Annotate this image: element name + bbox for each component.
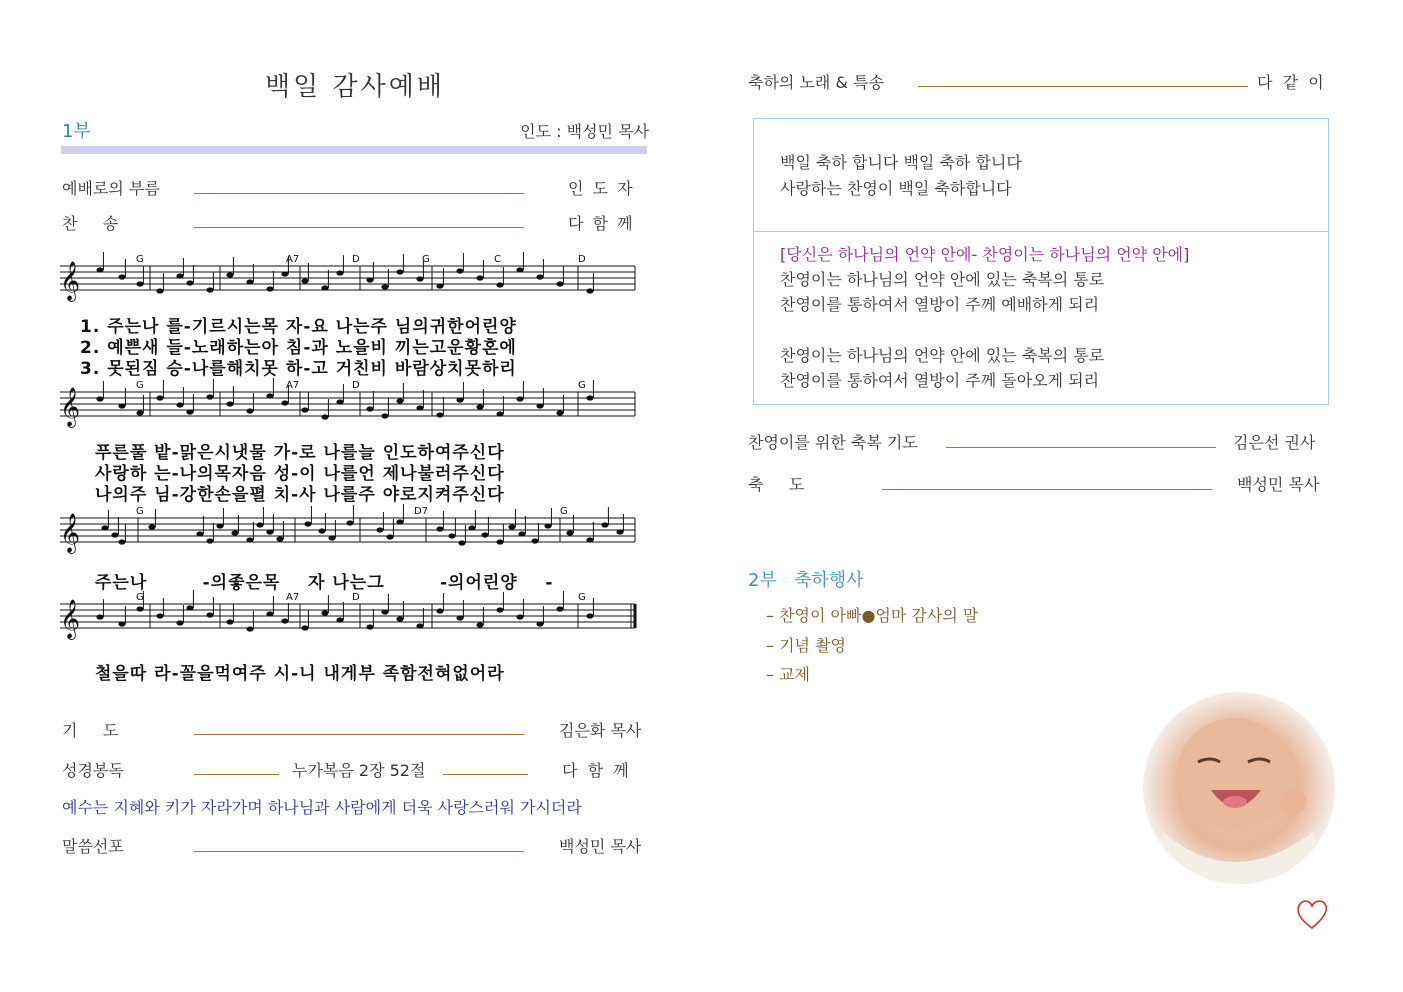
note-head bbox=[156, 288, 163, 293]
note-head bbox=[136, 410, 143, 415]
note-head bbox=[536, 621, 543, 626]
chord-symbol: G bbox=[136, 592, 144, 603]
chord-symbol: A7 bbox=[286, 254, 300, 265]
note-head bbox=[336, 270, 343, 275]
leader-text: 인도 : 백성민 목사 bbox=[520, 122, 649, 141]
note-head bbox=[436, 608, 443, 613]
note-head bbox=[276, 536, 283, 541]
baby-photo bbox=[1143, 692, 1335, 884]
note-head bbox=[281, 618, 288, 623]
chord-symbol: D7 bbox=[414, 506, 429, 517]
note-head bbox=[544, 523, 551, 528]
call-label: 예배로의 부름 bbox=[62, 179, 160, 198]
note-head bbox=[381, 609, 388, 614]
sermon-right: 백성민 목사 bbox=[559, 837, 642, 856]
call-right: 인 도 자 bbox=[568, 179, 635, 198]
blessing-prayer-line bbox=[946, 447, 1216, 448]
chord-symbol: G bbox=[422, 254, 430, 265]
scripture-verse: 예수는 지혜와 키가 자라가며 하나님과 사람에게 더욱 사랑스러워 가시더라 bbox=[62, 798, 582, 817]
box-line-b2: 찬영이를 통하여서 열방이 주께 돌아오게 되리 bbox=[780, 371, 1100, 390]
part1-label: 1부 bbox=[62, 121, 91, 142]
section-bar bbox=[61, 146, 647, 154]
box-line-a2: 찬영이를 통하여서 열방이 주께 예배하게 되리 bbox=[780, 295, 1100, 314]
note-head bbox=[566, 530, 573, 535]
note-head bbox=[481, 532, 488, 537]
note-head bbox=[496, 607, 503, 612]
note-head bbox=[436, 283, 443, 288]
blessing-prayer-right: 김은선 권사 bbox=[1233, 433, 1316, 452]
baby-face-illustration bbox=[1143, 692, 1335, 884]
lyrics-line-2-2: 사랑하 는-나의목자음 성-이 나를언 제나불러주신다 bbox=[95, 464, 505, 484]
note-head bbox=[366, 277, 373, 282]
note-head bbox=[226, 272, 233, 277]
special-label: 축하의 노래 & 특송 bbox=[748, 73, 884, 92]
chord-symbol: G bbox=[560, 506, 568, 517]
note-head bbox=[328, 535, 335, 540]
note-head bbox=[556, 281, 563, 286]
note-head bbox=[336, 617, 343, 622]
note-head bbox=[318, 528, 325, 533]
svg-text:𝄞: 𝄞 bbox=[60, 387, 81, 427]
list-item: – 교제 bbox=[766, 665, 810, 684]
lyrics-line-2-1: 푸른풀 밭-맑은시냇물 가-로 나를늘 인도하여주신다 bbox=[95, 443, 505, 463]
chord-symbol: G bbox=[578, 592, 586, 603]
note-head bbox=[496, 282, 503, 287]
lyrics-line-1-2: 2. 예쁜새 들-노래하는아 침-과 노을비 끼는고운황혼에 bbox=[80, 338, 517, 358]
lyrics-line-2-3: 나의주 님-강한손을펼 치-사 나를주 야로지켜주신다 bbox=[95, 485, 505, 505]
note-head bbox=[616, 529, 623, 534]
note-head bbox=[226, 401, 233, 406]
note-head bbox=[266, 529, 273, 534]
note-head bbox=[148, 524, 155, 529]
note-head bbox=[586, 613, 593, 618]
note-head bbox=[518, 531, 525, 536]
note-head bbox=[206, 612, 213, 617]
note-head bbox=[448, 533, 455, 538]
call-line bbox=[194, 193, 524, 194]
note-head bbox=[156, 395, 163, 400]
note-head bbox=[516, 614, 523, 619]
hymn-label: 찬 송 bbox=[62, 214, 119, 233]
note-head bbox=[586, 395, 593, 400]
note-head bbox=[336, 399, 343, 404]
note-head bbox=[321, 610, 328, 615]
note-head bbox=[531, 538, 538, 543]
note-head bbox=[176, 620, 183, 625]
note-head bbox=[156, 613, 163, 618]
blessing-prayer-label: 찬영이를 위한 축복 기도 bbox=[748, 433, 918, 452]
note-head bbox=[376, 527, 383, 532]
note-head bbox=[586, 288, 593, 293]
note-head bbox=[231, 530, 238, 535]
note-head bbox=[281, 400, 288, 405]
note-head bbox=[176, 273, 183, 278]
special-line bbox=[918, 86, 1248, 87]
chord-symbol: G bbox=[136, 380, 144, 391]
lyrics-line-1-3: 3. 못된짐 승-나를해치못 하-고 거친비 바람상치못하리 bbox=[80, 359, 517, 379]
note-head bbox=[416, 623, 423, 628]
note-head bbox=[516, 267, 523, 272]
note-head bbox=[556, 606, 563, 611]
benediction-line bbox=[882, 489, 1212, 490]
note-head bbox=[196, 531, 203, 536]
special-right: 다 같 이 bbox=[1257, 73, 1324, 92]
note-head bbox=[118, 539, 125, 544]
note-head bbox=[456, 268, 463, 273]
note-head bbox=[101, 525, 108, 530]
note-head bbox=[366, 624, 373, 629]
note-head bbox=[456, 397, 463, 402]
list-item: – 찬영이 아빠●엄마 감사의 말 bbox=[766, 606, 979, 625]
note-head bbox=[118, 274, 125, 279]
note-head bbox=[136, 606, 143, 611]
note-head bbox=[301, 407, 308, 412]
list-item: – 기념 촬영 bbox=[766, 636, 846, 655]
reading-right: 다 함 께 bbox=[562, 761, 629, 780]
page-title: 백일 감사예배 bbox=[265, 72, 445, 102]
note-head bbox=[381, 413, 388, 418]
chord-symbol: A7 bbox=[286, 592, 300, 603]
reading-center: 누가복음 2장 52절 bbox=[292, 761, 426, 780]
note-head bbox=[436, 412, 443, 417]
note-head bbox=[266, 286, 273, 291]
chord-symbol: D bbox=[352, 592, 360, 603]
note-head bbox=[186, 605, 193, 610]
note-head bbox=[301, 625, 308, 630]
note-head bbox=[416, 405, 423, 410]
prayer-right: 김은화 목사 bbox=[559, 721, 642, 740]
note-head bbox=[266, 611, 273, 616]
chord-symbol: C bbox=[494, 254, 501, 265]
chord-symbol: A7 bbox=[286, 380, 300, 391]
note-head bbox=[496, 411, 503, 416]
heart-icon bbox=[1294, 896, 1330, 932]
note-head bbox=[396, 519, 403, 524]
reading-line-right bbox=[443, 774, 528, 775]
note-head bbox=[396, 269, 403, 274]
note-head bbox=[396, 616, 403, 621]
note-head bbox=[96, 614, 103, 619]
reading-line-left bbox=[194, 774, 279, 775]
note-head bbox=[476, 404, 483, 409]
benediction-right: 백성민 목사 bbox=[1237, 475, 1320, 494]
svg-text:𝄞: 𝄞 bbox=[60, 599, 81, 639]
note-head bbox=[496, 539, 503, 544]
note-head bbox=[266, 393, 273, 398]
prayer-line bbox=[194, 734, 524, 735]
hymn-line bbox=[194, 227, 524, 228]
note-head bbox=[118, 403, 125, 408]
note-head bbox=[246, 626, 253, 631]
note-head bbox=[111, 532, 118, 537]
note-head bbox=[366, 406, 373, 411]
note-head bbox=[346, 520, 353, 525]
note-head bbox=[176, 402, 183, 407]
note-head bbox=[436, 526, 443, 531]
box-top-line-1: 백일 축하 합니다 백일 축하 합니다 bbox=[780, 153, 1022, 172]
note-head bbox=[536, 274, 543, 279]
note-head bbox=[458, 540, 465, 545]
note-head bbox=[476, 622, 483, 627]
note-head bbox=[396, 398, 403, 403]
note-head bbox=[246, 279, 253, 284]
sermon-line bbox=[194, 851, 524, 852]
chord-symbol: D bbox=[578, 254, 586, 265]
note-head bbox=[586, 537, 593, 542]
chord-symbol: D bbox=[352, 254, 360, 265]
note-head bbox=[321, 414, 328, 419]
note-head bbox=[206, 287, 213, 292]
note-head bbox=[456, 615, 463, 620]
note-head bbox=[256, 522, 263, 527]
note-head bbox=[476, 275, 483, 280]
note-head bbox=[536, 403, 543, 408]
box-top-line-2: 사랑하는 찬영이 백일 축하합니다 bbox=[780, 179, 1012, 198]
note-head bbox=[281, 271, 288, 276]
prayer-label: 기 도 bbox=[62, 721, 119, 740]
note-head bbox=[386, 534, 393, 539]
note-head bbox=[136, 281, 143, 286]
note-head bbox=[96, 267, 103, 272]
note-head bbox=[226, 619, 233, 624]
hymn-right: 다 함 께 bbox=[568, 214, 635, 233]
note-head bbox=[508, 524, 515, 529]
note-head bbox=[216, 523, 223, 528]
svg-text:𝄞: 𝄞 bbox=[60, 261, 81, 301]
note-head bbox=[468, 525, 475, 530]
note-head bbox=[246, 408, 253, 413]
note-head bbox=[304, 521, 311, 526]
note-head bbox=[601, 522, 608, 527]
svg-text:𝄞: 𝄞 bbox=[60, 513, 81, 553]
note-head bbox=[246, 537, 253, 542]
note-head bbox=[186, 280, 193, 285]
note-head bbox=[206, 394, 213, 399]
note-head bbox=[206, 538, 213, 543]
note-head bbox=[381, 284, 388, 289]
note-head bbox=[186, 409, 193, 414]
chord-symbol: D bbox=[352, 380, 360, 391]
box-divider bbox=[753, 231, 1329, 232]
note-head bbox=[556, 410, 563, 415]
note-head bbox=[301, 278, 308, 283]
part2-label: 2부 축하행사 bbox=[748, 570, 864, 591]
note-head bbox=[321, 285, 328, 290]
box-line-a1: 찬영이는 하나님의 언약 안에 있는 축복의 통로 bbox=[780, 270, 1105, 289]
note-head bbox=[516, 396, 523, 401]
chord-symbol: G bbox=[136, 506, 144, 517]
box-line-b1: 찬영이는 하나님의 언약 안에 있는 축복의 통로 bbox=[780, 346, 1105, 365]
benediction-label: 축 도 bbox=[748, 475, 805, 494]
note-head bbox=[416, 276, 423, 281]
lyrics-line-1-1: 1. 주는나 를-기르시는목 자-요 나는주 님의귀한어린양 bbox=[80, 317, 517, 337]
reading-label: 성경봉독 bbox=[62, 761, 124, 780]
note-head bbox=[118, 621, 125, 626]
chord-symbol: G bbox=[136, 254, 144, 265]
note-head bbox=[96, 396, 103, 401]
sheet-music bbox=[60, 252, 640, 682]
box-bracket-line: [당신은 하나님의 언약 안에- 찬영이는 하나님의 언약 안에] bbox=[780, 245, 1190, 264]
sermon-label: 말씀선포 bbox=[62, 837, 124, 856]
lyrics-line-3: 주는나 -의좋은목 자 나는그 -의어린양 - bbox=[95, 573, 554, 593]
lyrics-line-4: 철을따 라-꼴을먹여주 시-니 내게부 족함전혀없어라 bbox=[95, 664, 505, 684]
chord-symbol: G bbox=[578, 380, 586, 391]
